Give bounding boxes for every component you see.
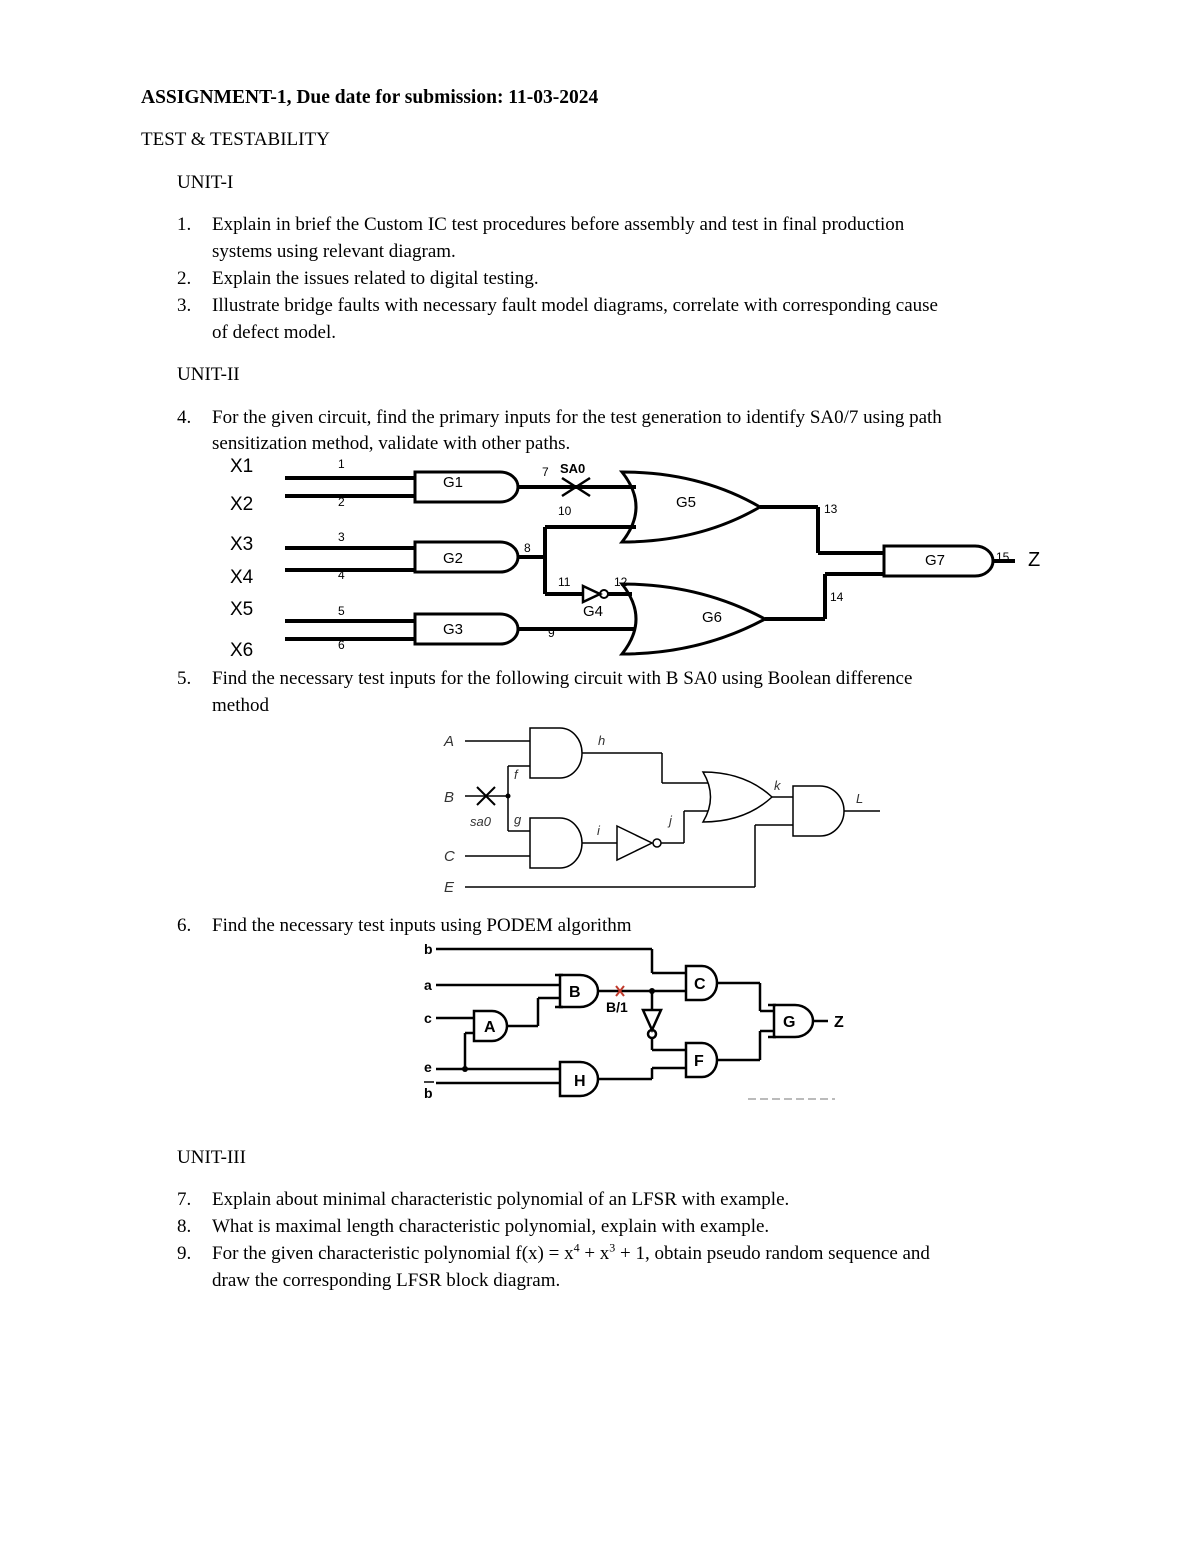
line-number: 8 (524, 541, 531, 555)
net-label: f (514, 767, 518, 782)
input-label: e (424, 1059, 432, 1075)
question-number: 7. (177, 1189, 192, 1210)
question-number: 6. (177, 915, 192, 936)
gate-label: G6 (702, 609, 723, 626)
subject-title: TEST & TESTABILITY (141, 129, 330, 150)
line-number: 12 (614, 575, 628, 589)
input-label: A (444, 733, 455, 750)
gate-label: C (694, 976, 706, 993)
exponent: 4 (573, 1240, 580, 1255)
input-label: b (424, 941, 433, 957)
line-number: 2 (338, 495, 345, 509)
question-text: systems using relevant diagram. (212, 241, 456, 262)
exponent: 3 (609, 1240, 616, 1255)
fault-label: sa0 (470, 814, 491, 829)
line-number: 6 (338, 638, 345, 652)
line-number: 11 (558, 575, 571, 589)
question-text: of defect model. (212, 322, 336, 343)
input-label: C (444, 848, 455, 865)
line-number: 4 (338, 568, 345, 582)
unit-heading: UNIT-I (177, 172, 234, 193)
question-number: 8. (177, 1216, 192, 1237)
line-number: 3 (338, 530, 345, 544)
question-text-part: For the given characteristic polynomial f(x) = x (212, 1243, 574, 1264)
net-label: k (774, 778, 781, 793)
gate-label: G (783, 1014, 796, 1031)
gate-label: G1 (443, 474, 464, 491)
input-label: b (424, 1085, 433, 1101)
question-text: draw the corresponding LFSR block diagram. (212, 1270, 561, 1291)
input-label: B (444, 789, 455, 806)
input-label: E (444, 879, 455, 896)
line-number: 14 (830, 590, 844, 604)
question-text: For the given circuit, find the primary inputs for the test generation to identify SA0/7 using path (212, 407, 942, 428)
question-number: 9. (177, 1243, 192, 1264)
question-text: Find the necessary test inputs for the following circuit with B SA0 using Boolean difference (212, 668, 913, 689)
question-text-part: + x (579, 1243, 610, 1264)
input-label: X6 (230, 640, 254, 661)
question-text: sensitization method, validate with other paths. (212, 433, 571, 454)
line-number: 13 (824, 502, 838, 516)
question-text: method (212, 695, 269, 716)
input-label: X2 (230, 494, 254, 515)
question-number: 2. (177, 268, 192, 289)
line-number: 7 (542, 465, 549, 479)
question-number: 1. (177, 214, 192, 235)
net-label: L (856, 791, 864, 806)
input-label: X5 (230, 599, 254, 620)
gate-label: G7 (925, 552, 946, 569)
question-number: 3. (177, 295, 192, 316)
line-number: 15 (996, 550, 1010, 564)
question-text: Explain about minimal characteristic polynomial of an LFSR with example. (212, 1189, 790, 1210)
question-text: Illustrate bridge faults with necessary fault model diagrams, correlate with corresponding cause (212, 295, 938, 316)
assignment-title: ASSIGNMENT-1, Due date for submission: 11-03-2024 (141, 87, 599, 108)
gate-label: G5 (676, 494, 697, 511)
net-label: h (598, 733, 606, 748)
question-text: Find the necessary test inputs using PODEM algorithm (212, 915, 632, 936)
question-text: Explain in brief the Custom IC test procedures before assembly and test in final production (212, 214, 905, 235)
output-label: Z (1028, 549, 1041, 571)
line-number: 5 (338, 604, 345, 618)
question-text-part: + 1, obtain pseudo random sequence and (615, 1243, 930, 1264)
gate-label: G3 (443, 621, 464, 638)
gate-label: H (574, 1073, 586, 1090)
gate-label: B (569, 984, 581, 1001)
gate-label: F (694, 1053, 704, 1070)
gate-label: G4 (583, 603, 604, 620)
line-number: 9 (548, 626, 555, 640)
input-label: X1 (230, 456, 254, 477)
net-label: g (514, 812, 522, 827)
input-label: c (424, 1010, 432, 1026)
fault-label: B/1 (606, 999, 628, 1015)
input-label: X3 (230, 534, 254, 555)
question-number: 5. (177, 668, 192, 689)
line-number: 1 (338, 457, 345, 471)
question-number: 4. (177, 407, 192, 428)
output-label: Z (834, 1014, 844, 1031)
line-number: 10 (558, 504, 572, 518)
unit-heading: UNIT-III (177, 1147, 246, 1168)
net-label: i (597, 823, 600, 838)
input-label: a (424, 977, 432, 993)
input-label: X4 (230, 567, 254, 588)
question-text: Explain the issues related to digital testing. (212, 268, 539, 289)
question-text (212, 1240, 930, 1267)
net-label: j (669, 813, 672, 828)
gate-label: G2 (443, 550, 464, 567)
question-text: What is maximal length characteristic polynomial, explain with example. (212, 1216, 770, 1237)
fault-label: SA0 (560, 461, 586, 476)
unit-heading: UNIT-II (177, 364, 240, 385)
gate-label: A (484, 1019, 496, 1036)
